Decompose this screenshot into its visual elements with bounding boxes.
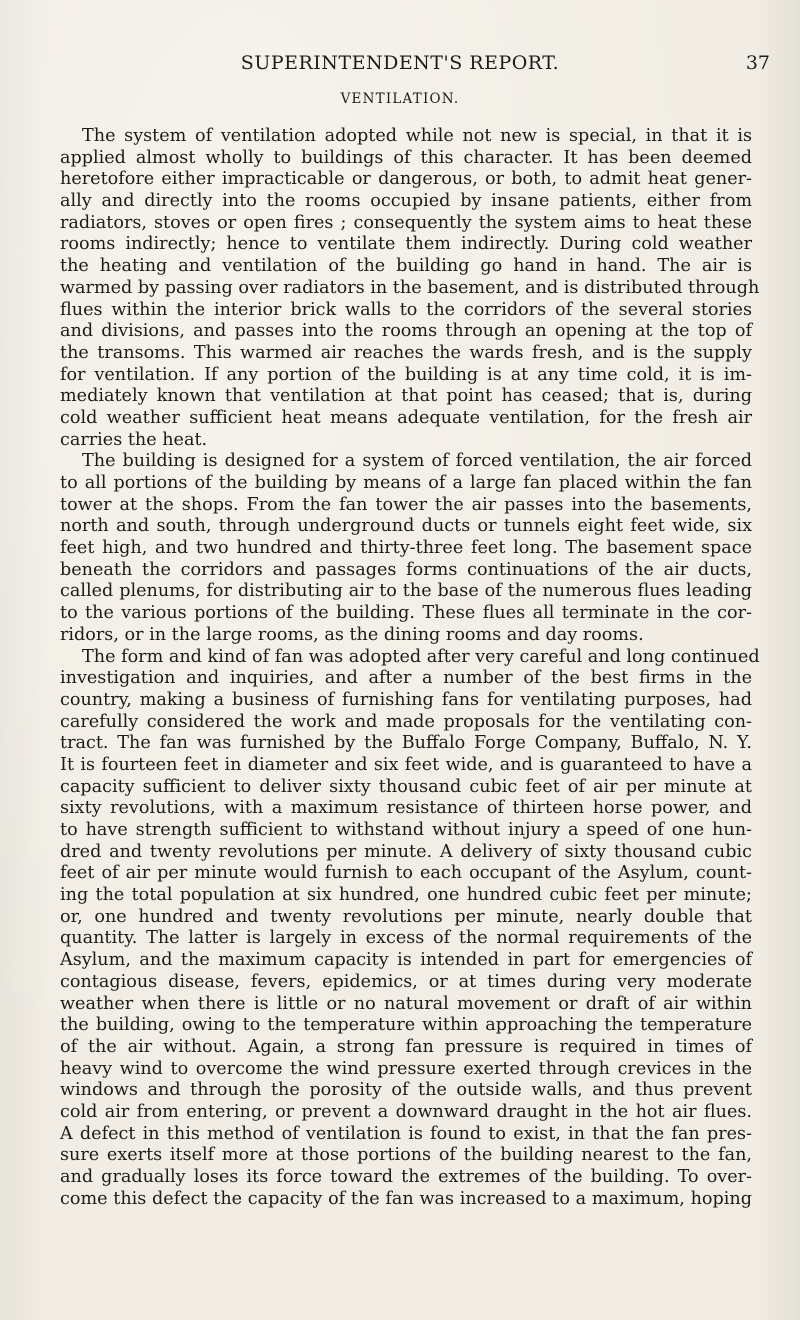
text-line: The system of ventilation adopted while not new is special, in that it is bbox=[82, 126, 752, 146]
text-line: capacity sufficient to deliver sixty thousand cubic feet of air per minute at bbox=[60, 776, 752, 797]
text-line: ridors, or in the large rooms, as the dining rooms and day rooms. bbox=[60, 624, 644, 645]
text-line: for ventilation. If any portion of the building is at any time cold, it is im- bbox=[60, 364, 752, 385]
text-line: tract. The fan was furnished by the Buffalo Forge Company, Buffalo, N. Y. bbox=[60, 733, 752, 754]
text-line: ing the total population at six hundred, one hundred cubic feet per minute; bbox=[60, 885, 752, 906]
text-line: Asylum, and the maximum capacity is intended in part for emergencies of bbox=[60, 950, 752, 971]
text-line: to have strength sufficient to withstand without injury a speed of one hun- bbox=[60, 820, 752, 840]
text-line: applied almost wholly to buildings of this character. It has been deemed bbox=[60, 147, 752, 168]
text-line: carefully considered the work and made proposals for the ventilating con- bbox=[60, 711, 752, 732]
text-line: called plenums, for distributing air to the base of the numerous flues leading bbox=[60, 581, 752, 602]
running-head: SUPERINTENDENT'S REPORT. bbox=[240, 52, 560, 74]
text-line: The form and kind of fan was adopted after very careful and long continued bbox=[82, 646, 760, 667]
text-line: or, one hundred and twenty revolutions per minute, nearly double that bbox=[60, 906, 752, 927]
text-line: the building, owing to the temperature within approaching the temperature bbox=[60, 1015, 752, 1036]
page-number: 37 bbox=[745, 52, 770, 74]
text-line: come this defect the capacity of the fan was increased to a maximum, hoping bbox=[60, 1188, 752, 1209]
text-line: radiators, stoves or open fires ; consequently the system aims to heat these bbox=[60, 212, 752, 233]
text-line: and divisions, and passes into the rooms through an opening at the top of bbox=[60, 321, 752, 342]
text-line: contagious disease, fevers, epidemics, or at times during very moderate bbox=[60, 971, 752, 992]
text-line: the heating and ventilation of the building go hand in hand. The air is bbox=[60, 256, 752, 277]
page-header bbox=[0, 52, 800, 82]
text-line: A defect in this method of ventilation is found to exist, in that the fan pres- bbox=[60, 1123, 752, 1144]
text-line: to all portions of the building by means of a large fan placed within the fan bbox=[60, 473, 752, 493]
text-line: sixty revolutions, with a maximum resistance of thirteen horse power, and bbox=[60, 798, 752, 819]
text-line: heretofore either impracticable or dangerous, or both, to admit heat gener- bbox=[60, 169, 752, 190]
text-line: feet of air per minute would furnish to each occupant of the Asylum, count- bbox=[60, 863, 752, 884]
section-title: VENTILATION. bbox=[340, 91, 460, 107]
text-line: cold air from entering, or prevent a downward draught in the hot air flues. bbox=[60, 1101, 752, 1122]
text-line: feet high, and two hundred and thirty-three feet long. The basement space bbox=[60, 538, 752, 559]
text-line: to the various portions of the building. These flues all terminate in the cor- bbox=[60, 603, 752, 624]
text-line: mediately known that ventilation at that point has ceased; that is, during bbox=[60, 386, 752, 407]
text-line: dred and twenty revolutions per minute. A delivery of sixty thousand cubic bbox=[60, 841, 752, 862]
text-line: It is fourteen feet in diameter and six feet wide, and is guaranteed to have a bbox=[60, 754, 752, 775]
text-line: The building is designed for a system of forced ventilation, the air forced bbox=[82, 451, 752, 472]
text-line: carries the heat. bbox=[60, 429, 208, 450]
text-line: heavy wind to overcome the wind pressure exerted through crevices in the bbox=[60, 1058, 752, 1079]
text-line: beneath the corridors and passages forms continuations of the air ducts, bbox=[60, 559, 752, 580]
text-line: windows and through the porosity of the outside walls, and thus prevent bbox=[60, 1080, 752, 1101]
text-line: and gradually loses its force toward the extremes of the building. To over- bbox=[60, 1167, 752, 1187]
text-line: ally and directly into the rooms occupied by insane patients, either from bbox=[60, 191, 752, 212]
text-line: investigation and inquiries, and after a number of the best firms in the bbox=[60, 668, 752, 689]
text-line: of the air without. Again, a strong fan pressure is required in times of bbox=[60, 1036, 752, 1057]
text-line: warmed by passing over radiators in the basement, and is distributed through bbox=[60, 277, 760, 298]
text-line: north and south, through underground ducts or tunnels eight feet wide, six bbox=[60, 516, 752, 537]
text-line: tower at the shops. From the fan tower the air passes into the basements, bbox=[60, 494, 752, 515]
text-line: the transoms. This warmed air reaches the wards fresh, and is the supply bbox=[60, 342, 752, 363]
text-line: weather when there is little or no natural movement or draft of air within bbox=[60, 993, 752, 1014]
text-line: rooms indirectly; hence to ventilate them indirectly. During cold weather bbox=[60, 234, 752, 255]
text-line: flues within the interior brick walls to the corridors of the several stories bbox=[60, 299, 752, 320]
text-line: country, making a business of furnishing fans for ventilating purposes, had bbox=[60, 689, 752, 710]
body-text bbox=[60, 126, 760, 1210]
text-line: sure exerts itself more at those portions of the building nearest to the fan, bbox=[60, 1145, 752, 1166]
text-line: cold weather sufficient heat means adequate ventilation, for the fresh air bbox=[60, 407, 752, 428]
text-line: quantity. The latter is largely in excess of the normal requirements of the bbox=[60, 928, 752, 949]
